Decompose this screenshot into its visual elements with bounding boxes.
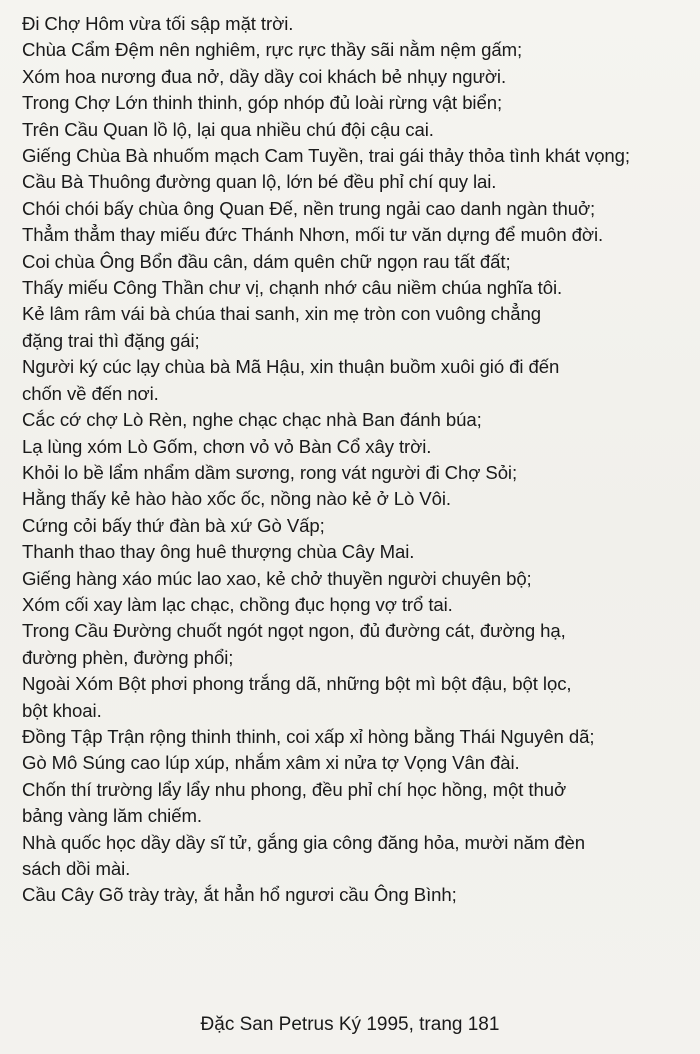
poem-line: Thanh thao thay ông huê thượng chùa Cây Mai. [22,541,415,563]
poem-line: Xóm cối xay làm lạc chạc, chồng đục họng vợ trổ tai. [22,593,453,615]
poem-line: Coi chùa Ông Bổn đầu cân, dám quên chữ ngọn rau tất đất; [22,250,511,272]
poem-text [22,11,690,909]
poem-line: Gò Mô Súng cao lúp xúp, nhắm xâm xi nửa tợ Vọng Vân đài. [22,752,520,774]
poem-line: Đi Chợ Hôm vừa tối sập mặt trời. [22,13,294,34]
poem-line: Hằng thấy kẻ hào hào xốc ốc, nồng nào kẻ ở Lò Vôi. [22,488,451,510]
poem-line: chốn về đến nơi. [22,382,159,404]
poem-line: Ngoài Xóm Bột phơi phong trắng dã, những bột mì bột đậu, bột lọc, [22,673,572,695]
poem-line: Khỏi lo bề lẩm nhẩm dầm sương, rong vát người đi Chợ Sỏi; [22,461,518,483]
poem-line: Chói chói bấy chùa ông Quan Đế, nền trung ngải cao danh ngàn thuở; [22,197,596,219]
poem-line: Chùa Cẩm Đệm nên nghiêm, rực rực thầy sãi nằm nệm gấm; [22,39,523,61]
poem-line: Cắc cớ chợ Lò Rèn, nghe chạc chạc nhà Ban đánh búa; [22,409,482,431]
poem-line: sách dồi mài. [22,858,131,879]
poem-line: đặng trai thì đặng gái; [22,329,200,351]
poem-line: đường phèn, đường phổi; [22,646,234,668]
poem-line: bảng vàng lăm chiếm. [22,805,202,827]
poem-line: Giếng hàng xáo múc lao xao, kẻ chở thuyền người chuyên bộ; [22,567,532,589]
source-citation: Đặc San Petrus Ký 1995, trang 181 [200,1014,500,1035]
poem-line: bột khoai. [22,699,102,721]
poem-line: Cầu Bà Thuông đường quan lộ, lớn bé đều phỉ chí quy lai. [22,171,497,193]
poem-line: Thẳm thẳm thay miếu đức Thánh Nhơn, mối tư văn dựng để muôn đời. [22,224,604,246]
poem-line: Thấy miếu Công Thần chư vị, chạnh nhớ câu niềm chúa nghĩa tôi. [22,277,563,299]
poem-line: Đồng Tập Trận rộng thinh thinh, coi xấp xỉ hòng bằng Thái Nguyên dã; [22,725,595,747]
poem-line: Cầu Cây Gõ trày trày, ắt hẳn hổ ngươi cầu Ông Bình; [22,884,457,906]
poem-line: Chốn thí trường lẩy lẩy nhu phong, đều phỉ chí học hồng, một thuở [22,778,567,800]
poem-line: Kẻ lâm râm vái bà chúa thai sanh, xin mẹ tròn con vuông chẳng [22,303,541,325]
poem-line: Trong Chợ Lớn thinh thinh, góp nhóp đủ loài rừng vật biển; [22,92,503,114]
poem-line: Người ký cúc lạy chùa bà Mã Hậu, xin thuận buồm xuôi gió đi đến [22,356,560,378]
poem-line: Lạ lùng xóm Lò Gốm, chơn vỏ vỏ Bàn Cổ xây trời. [22,435,432,457]
poem-line: Trong Cầu Đường chuốt ngót ngọt ngon, đủ đường cát, đường hạ, [22,620,566,642]
poem-line: Xóm hoa nương đua nở, dầy dầy coi khách bẻ nhụy người. [22,65,507,87]
poem-line: Trên Cầu Quan lồ lộ, lại qua nhiều chú đội cậu cai. [22,118,434,140]
poem-line: Nhà quốc học dầy dầy sĩ tử, gắng gia công đăng hỏa, mười năm đèn [22,831,586,853]
poem-line: Cứng cỏi bấy thứ đàn bà xứ Gò Vấp; [22,514,325,536]
poem-line: Giếng Chùa Bà nhuốm mạch Cam Tuyền, trai gái thảy thỏa tình khát vọng; [22,145,630,167]
